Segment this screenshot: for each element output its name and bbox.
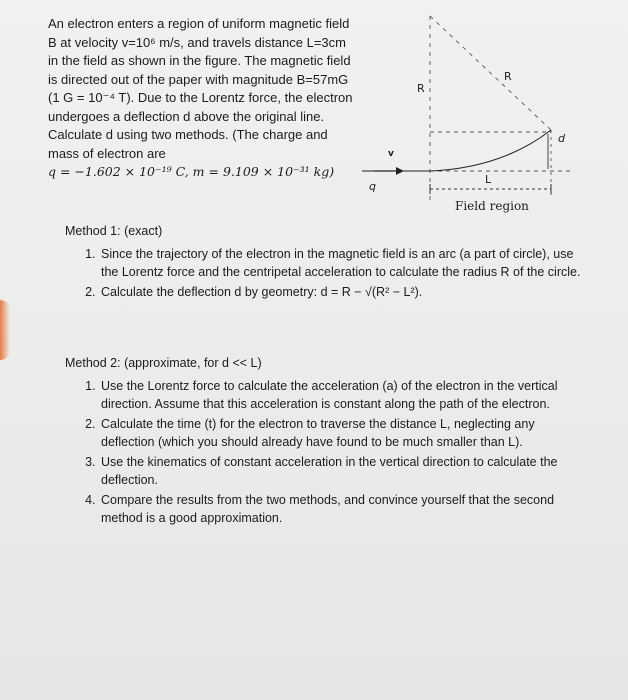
- label-l: L: [485, 173, 492, 186]
- method-1-steps: [65, 245, 585, 301]
- velocity-arrowhead: [396, 167, 404, 175]
- label-q: q: [369, 180, 376, 193]
- figure-caption: Field region: [455, 199, 529, 213]
- method-1-step-2: 2. Calculate the deflection d by geometry: d = R − √(R² − L²).: [99, 283, 585, 301]
- method-1-step-1: 1. Since the trajectory of the electron in the magnetic field is an arc (a part of circle), use the Lorentz force and the centripetal acceleration to calculate the radius R of the circle.: [99, 245, 585, 281]
- field-region-figure: [352, 10, 578, 215]
- method-1-section: [65, 222, 585, 303]
- label-r-left: R: [417, 82, 425, 95]
- trajectory-arc: [430, 130, 551, 171]
- label-d: d: [558, 132, 565, 145]
- method-2-step-2: 2. Calculate the time (t) for the electron to traverse the distance L, neglecting any deflection (which you should already have found to be much smaller than L).: [99, 415, 585, 451]
- method-2-step-3: 3. Use the kinematics of constant acceleration in the vertical direction to calculate the deflection.: [99, 453, 585, 489]
- electron-constants: q = −1.602 × 10⁻¹⁹ C, m = 9.109 × 10⁻³¹ kg): [48, 164, 335, 179]
- problem-text: An electron enters a region of uniform magnetic field B at velocity v=10⁶ m/s, and travels distance L=3cm in the field as shown in the figure. The magnetic field is directed out of the paper with magnitude B=57mG (1 G = 10⁻⁴ T). Due to the Lorentz force, the electron undergoes a deflection d above the original line. Calculate d using two methods. (The charge and mass of electron are: [48, 16, 353, 161]
- method-1-title: Method 1: (exact): [65, 224, 163, 238]
- method-2-step-1: 1. Use the Lorentz force to calculate the acceleration (a) of the electron in the vertical direction. Assume that this acceleration is constant along the path of the electron.: [99, 377, 585, 413]
- edge-glare: [0, 300, 10, 360]
- method-2-steps: [65, 377, 585, 527]
- radius-line: [430, 16, 551, 130]
- method-2-section: [65, 354, 585, 529]
- label-v: v: [388, 149, 394, 159]
- method-2-title: Method 2: (approximate, for d << L): [65, 356, 262, 370]
- problem-statement: [48, 15, 353, 182]
- figure-drawing: [352, 10, 578, 215]
- method-2-step-4: 4. Compare the results from the two methods, and convince yourself that the second method is a good approximation.: [99, 491, 585, 527]
- label-r-right: R: [504, 70, 512, 83]
